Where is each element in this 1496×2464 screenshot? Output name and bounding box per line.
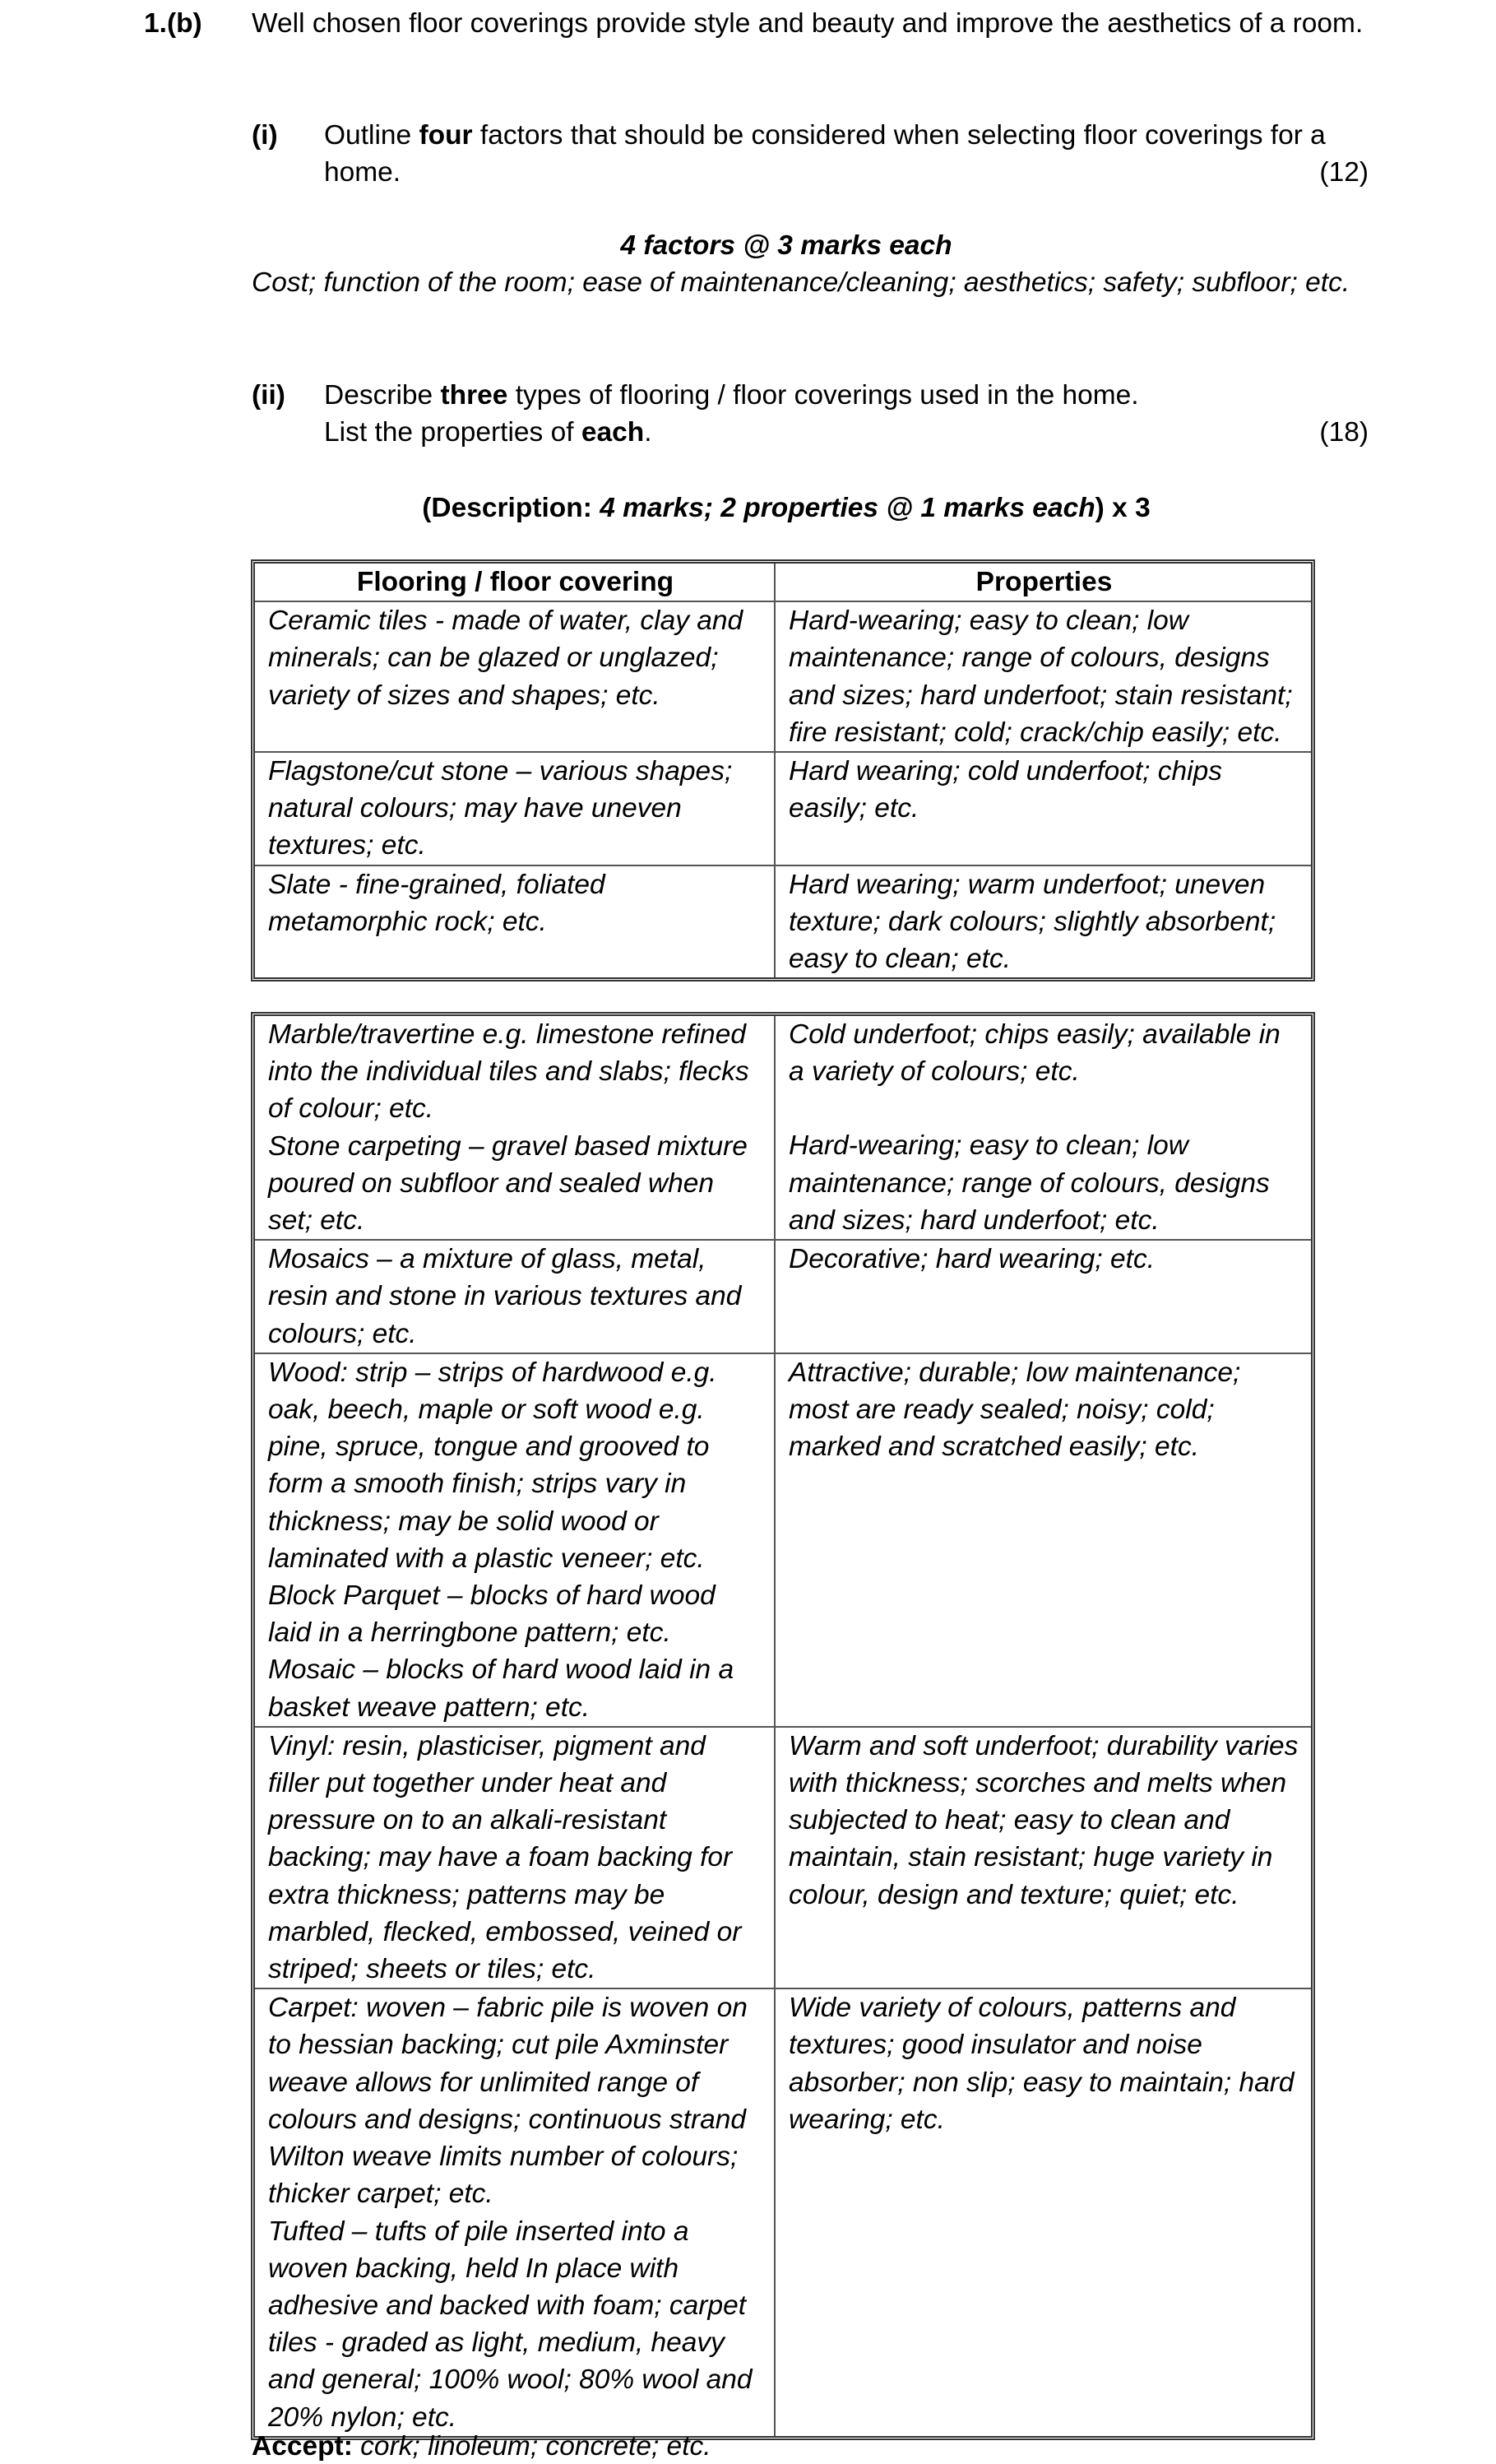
covering-cell: Wood: strip – strips of hardwood e.g. oak, beech, maple or soft wood e.g. pine, spruce, tongue and grooved to form a smooth finish; strips vary in thickness; may be solid wood or laminated with a plastic veneer; etc. Block Parquet – blocks of hard wood laid in a herringbone pattern; etc. Mosaic – blocks of hard wood laid in a basket weave pattern; etc. [255, 1353, 775, 1727]
covering-cell: Slate - fine-grained, foliated metamorphic rock; etc. [255, 865, 775, 978]
part-ii-scheme: (Description: 4 marks; 2 properties @ 1 marks each) x 3 [422, 493, 1151, 523]
part-ii-marks: (18) [1319, 417, 1369, 448]
part-i-question: Outline four factors that should be considered when selecting floor coverings for a home. [324, 120, 1326, 188]
covering-cell: Mosaics – a mixture of glass, metal, resin and stone in various textures and colours; etc. [255, 1240, 775, 1353]
properties-cell: Wide variety of colours, patterns and textures; good insulator and noise absorber; non slip; easy to maintain; hard wearing; etc. [775, 1988, 1311, 2435]
question-number: 1.(b) [144, 8, 202, 39]
part-ii-line2: List the properties of each. [324, 417, 652, 448]
flooring-table-2 [251, 1012, 1315, 2440]
covering-cell: Flagstone/cut stone – various shapes; natural colours; may have uneven textures; etc. [255, 752, 775, 865]
table-row [255, 1353, 1311, 1727]
covering-cell: Marble/travertine e.g. limestone refined into the individual tiles and slabs; flecks of colour; etc. Stone carpeting – gravel based mixture poured on subfloor and sealed when set; etc. [255, 1016, 775, 1240]
table-row [255, 1240, 1311, 1353]
part-ii-line1: Describe three types of flooring / floor coverings used in the home. [324, 380, 1139, 411]
header-properties: Properties [775, 564, 1311, 601]
properties-cell: Hard wearing; cold underfoot; chips easily; etc. [775, 752, 1311, 865]
properties-cell: Hard wearing; warm underfoot; uneven texture; dark colours; slightly absorbent; easy to clean; etc. [775, 865, 1311, 978]
part-i-scheme: 4 factors @ 3 marks each [620, 230, 952, 261]
question-stem: Well chosen floor coverings provide style and beauty and improve the aesthetics of a room. [252, 8, 1364, 39]
flooring-table-1 [251, 559, 1315, 981]
table-row [255, 1988, 1311, 2435]
part-i-marks: (12) [1319, 157, 1369, 188]
part-i-label: (i) [252, 120, 278, 151]
part-ii-label: (ii) [252, 380, 285, 411]
covering-cell: Ceramic tiles - made of water, clay and minerals; can be glazed or unglazed; variety of sizes and shapes; etc. [255, 601, 775, 752]
properties-cell: Warm and soft underfoot; durability varies with thickness; scorches and melts when subjected to heat; easy to clean and maintain, stain resistant; huge variety in colour, design and texture; quiet; etc. [775, 1727, 1311, 1988]
header-flooring: Flooring / floor covering [255, 564, 775, 601]
table-row [255, 1016, 1311, 1240]
properties-cell: Hard-wearing; easy to clean; low maintenance; range of colours, designs and sizes; hard underfoot; stain resistant; fire resistant; cold; crack/chip easily; etc. [775, 601, 1311, 752]
properties-cell: Attractive; durable; low maintenance; most are ready sealed; noisy; cold; marked and scratched easily; etc. [775, 1353, 1311, 1727]
table-row [255, 865, 1311, 978]
covering-cell: Carpet: woven – fabric pile is woven on to hessian backing; cut pile Axminster weave allows for unlimited range of colours and designs; continuous strand Wilton weave limits number of colours; thicker carpet; etc. Tufted – tufts of pile inserted into a woven backing, held In place with adhesive and backed with foam; carpet tiles - graded as light, medium, heavy and general; 100% wool; 80% wool and 20% nylon; etc. [255, 1988, 775, 2435]
covering-cell: Vinyl: resin, plasticiser, pigment and filler put together under heat and pressure on to an alkali-resistant backing; may have a foam backing for extra thickness; patterns may be marbled, flecked, embossed, veined or striped; sheets or tiles; etc. [255, 1727, 775, 1988]
part-i-answer: Cost; function of the room; ease of maintenance/cleaning; aesthetics; safety; subfloor; etc. [252, 267, 1350, 298]
properties-cell: Decorative; hard wearing; etc. [775, 1240, 1311, 1353]
table-row [255, 601, 1311, 752]
table-row [255, 752, 1311, 865]
properties-cell: Cold underfoot; chips easily; available in a variety of colours; etc. Hard-wearing; easy to clean; low maintenance; range of colours, designs and sizes; hard underfoot; etc. [775, 1016, 1311, 1240]
accept-note: Accept: cork; linoleum; concrete; etc. [252, 2431, 711, 2462]
table-row [255, 1727, 1311, 1988]
